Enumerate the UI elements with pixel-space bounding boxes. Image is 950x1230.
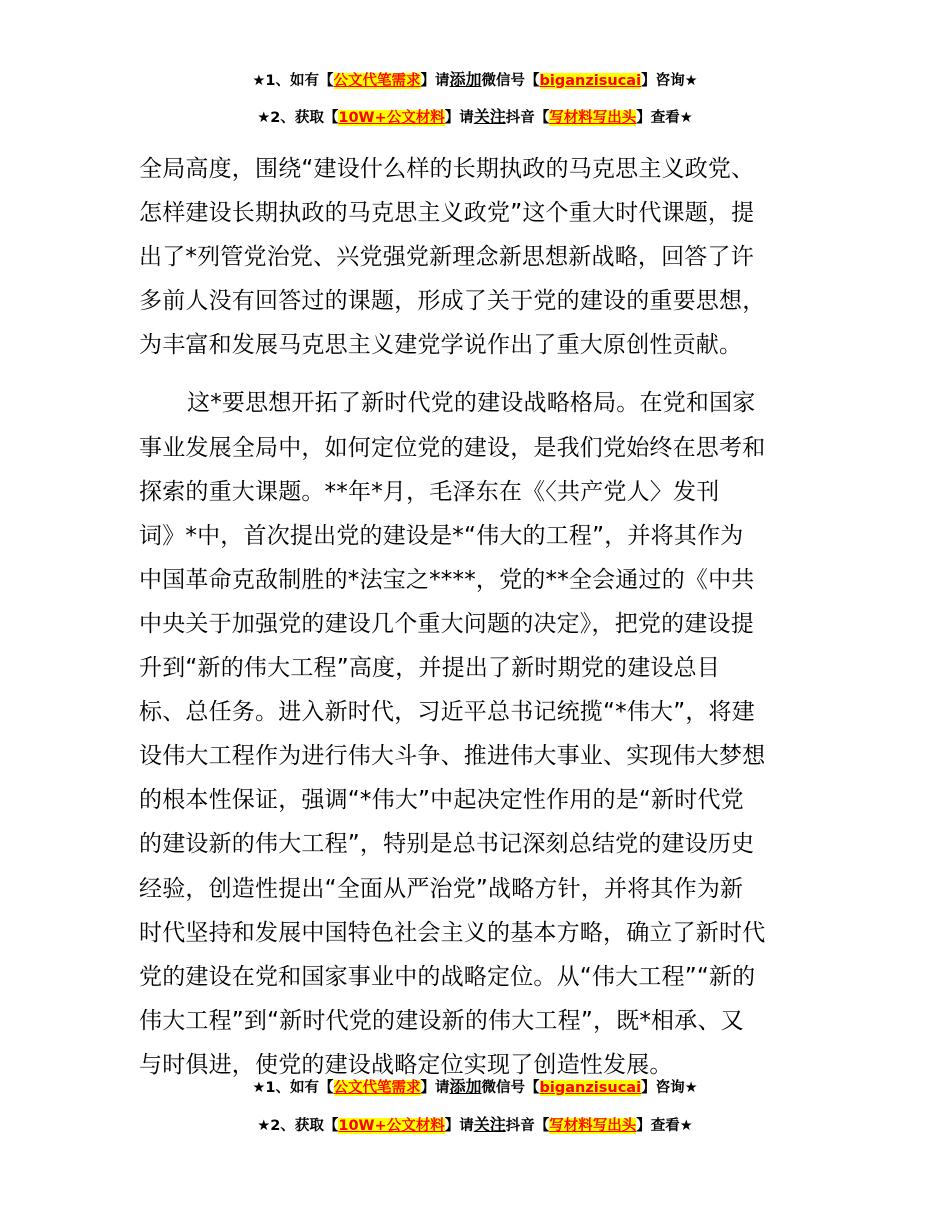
paragraph-1 (139, 147, 815, 367)
text-line: 怎样建设长期执政的马克思主义政党”这个重大时代课题，提 (139, 200, 755, 227)
banner-text: ★2、获取【 (257, 1118, 339, 1134)
text-line: 升到“新的伟大工程”高度，并提出了新时期党的建设总目 (139, 655, 721, 682)
banner-douyin-id: 写材料写出头 (549, 110, 637, 126)
banner-text: 抖音【 (505, 110, 550, 126)
banner-underlined: 关注 (473, 107, 506, 126)
text-line: 的根本性保证，强调“*伟大”中起决定性作用的是“新时代党 (139, 787, 744, 814)
text-line: 探索的重大课题。**年*月，毛泽东在《〈共产党人〉发刊 (139, 478, 720, 505)
banner-text: 】咨询★ (641, 1080, 698, 1096)
text-line: 出了*列管党治党、兴党强党新理念新思想新战略，回答了许 (139, 244, 754, 271)
banner-text: 】请 (420, 73, 450, 89)
banner-text: 抖音【 (505, 1118, 550, 1134)
text-line: 词》*中，首次提出党的建设是*“伟大的工程”，并将其作为 (139, 522, 744, 549)
text-line: 伟大工程”到“新时代党的建设新的伟大工程”，既*相承、又 (139, 1007, 744, 1034)
banner-highlight: 公文代笔需求 (333, 73, 421, 89)
text-line: 标、总任务。进入新时代，习近平总书记统揽“*伟大”，将建 (139, 699, 755, 726)
text-line: 多前人没有回答过的课题，形成了关于党的建设的重要思想， (139, 288, 766, 315)
banner-text: 】查看★ (636, 1118, 693, 1134)
document-body (139, 147, 815, 1087)
bottom-banner-line-1 (0, 1077, 950, 1098)
paragraph-2 (139, 381, 815, 1087)
text-line: 这*要思想开拓了新时代党的建设战略格局。在党和国家 (187, 390, 756, 417)
banner-underlined: 关注 (473, 1115, 506, 1134)
text-line: 事业发展全局中，如何定位党的建设，是我们党始终在思考和 (139, 434, 766, 461)
banner-text: ★1、如有【 (252, 1080, 334, 1096)
banner-wechat-id: biganzisucai (539, 1080, 642, 1096)
banner-douyin-id: 写材料写出头 (549, 1118, 637, 1134)
text-line: 时代坚持和发展中国特色社会主义的基本方略，确立了新时代 (139, 919, 766, 946)
banner-text: ★1、如有【 (252, 73, 334, 89)
text-line: 党的建设在党和国家事业中的战略定位。从“伟大工程”“新的 (139, 963, 756, 990)
banner-text: 】查看★ (636, 110, 693, 126)
banner-text: 微信号【 (481, 73, 540, 89)
top-banner-line-1 (0, 70, 950, 91)
text-line: 的建设新的伟大工程”，特别是总书记深刻总结党的建设历史 (139, 831, 755, 858)
banner-text: 微信号【 (481, 1080, 540, 1096)
banner-text: 】请 (444, 1118, 474, 1134)
banner-highlight: 10W+公文材料 (338, 110, 445, 126)
banner-highlight: 10W+公文材料 (338, 1118, 445, 1134)
text-line: 与时俱进，使党的建设战略定位实现了创造性发展。 (139, 1051, 673, 1078)
text-line: 设伟大工程作为进行伟大斗争、推进伟大事业、实现伟大梦想 (139, 743, 766, 770)
banner-underlined: 添加 (449, 1077, 482, 1096)
banner-underlined: 添加 (449, 70, 482, 89)
banner-wechat-id: biganzisucai (539, 73, 642, 89)
top-banner-line-2 (0, 107, 950, 128)
text-line: 为丰富和发展马克思主义建党学说作出了重大原创性贡献。 (139, 332, 743, 359)
banner-text: ★2、获取【 (257, 110, 339, 126)
banner-highlight: 公文代笔需求 (333, 1080, 421, 1096)
text-line: 中国革命克敌制胜的*法宝之****，党的**全会通过的《中共 (139, 566, 755, 593)
text-line: 全局高度，围绕“建设什么样的长期执政的马克思主义政党、 (139, 156, 755, 182)
bottom-banner-line-2 (0, 1115, 950, 1136)
banner-text: 】咨询★ (641, 73, 698, 89)
banner-text: 】请 (444, 110, 474, 126)
text-line: 经验，创造性提出“全面从严治党”战略方针，并将其作为新 (139, 875, 744, 902)
text-line: 中央关于加强党的建设几个重大问题的决定》，把党的建设提 (139, 610, 754, 637)
banner-text: 】请 (420, 1080, 450, 1096)
